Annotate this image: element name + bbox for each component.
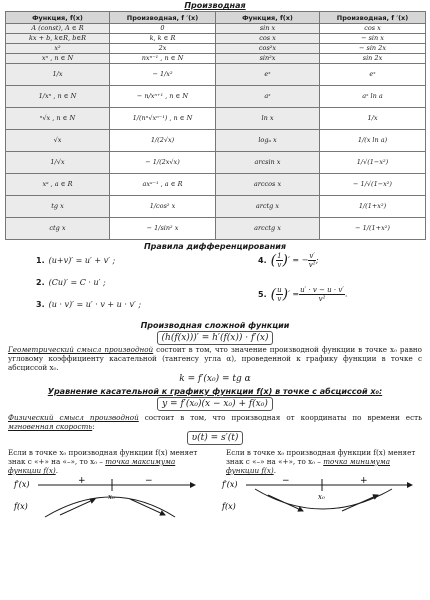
table-cell: xⁿ , n ∈ N <box>6 54 110 64</box>
rule-number: 5. <box>258 289 267 299</box>
table-cell: aˣ ln a <box>320 86 426 108</box>
minimum-text <box>226 448 422 475</box>
table-cell: sin x <box>216 24 320 34</box>
table-cell: tg x <box>6 196 110 218</box>
table-cell: 1/(x ln a) <box>320 130 426 152</box>
table-cell: eˣ <box>320 64 426 86</box>
physical-formula <box>0 431 430 445</box>
rule-number: 1. <box>36 256 45 265</box>
rule-formula: (u+v)′ = u′ + v′ ; <box>48 256 116 265</box>
max-dot: . <box>55 466 58 475</box>
header-derivative-2: Производная, f ′(x) <box>320 12 426 24</box>
differentiation-rules <box>0 252 430 320</box>
table-cell: cos x <box>320 24 426 34</box>
complex-title: Производная сложной функции <box>140 321 290 330</box>
rules-title: Правила дифференцирования <box>143 242 287 251</box>
table-cell: − 1/x² <box>110 64 216 86</box>
table-cell: arctg x <box>216 196 320 218</box>
max-plus-sign: + <box>78 476 86 486</box>
table-row <box>6 108 426 130</box>
table-cell: eˣ <box>216 64 320 86</box>
derivative-table-title: Производная <box>184 1 246 10</box>
physical-speed: мгновенная скорость <box>8 422 93 431</box>
table-header-row <box>6 12 426 24</box>
frac-num: u′ · v − u · v′ <box>300 286 344 294</box>
rule-product <box>36 300 141 309</box>
table-cell: 1/(2√x) <box>110 130 216 152</box>
table-cell: 1/(1+x²) <box>320 196 426 218</box>
table-cell: nxⁿ⁻¹ , n ∈ N <box>110 54 216 64</box>
min-fprime-label: f′(x) <box>222 480 238 489</box>
table-cell: 1/x <box>6 64 110 86</box>
table-cell: k, k ∈ R <box>110 34 216 44</box>
table-cell: kx + b, k∈R, b∈R <box>6 34 110 44</box>
max-term: точка максимума функции f(x) <box>8 457 176 475</box>
max-down-arrow <box>130 499 165 515</box>
header-function-1: Функция, f(x) <box>6 12 110 24</box>
tangent-formula-box: y = f′(x₀)(x − x₀) + f(x₀) <box>157 397 273 411</box>
table-row <box>6 174 426 196</box>
table-cell: logₐ x <box>216 130 320 152</box>
table-cell: − sin x <box>320 34 426 44</box>
table-cell: 2x <box>110 44 216 54</box>
table-cell: arcctg x <box>216 218 320 240</box>
header-function-2: Функция, f(x) <box>216 12 320 24</box>
rule-number: 2. <box>36 278 45 287</box>
frac-den: v² <box>308 261 316 269</box>
table-cell: ln x <box>216 108 320 130</box>
physical-formula-box: υ(t) = s′(t) <box>187 431 244 445</box>
complex-formula <box>0 331 430 345</box>
table-row <box>6 152 426 174</box>
table-cell: ctg x <box>6 218 110 240</box>
min-plus-sign: + <box>360 476 368 486</box>
table-cell: − sin 2x <box>320 44 426 54</box>
rule-const <box>36 278 106 287</box>
max-x0-label: x₀ <box>108 493 115 501</box>
table-cell: cos²x <box>216 44 320 54</box>
table-row <box>6 34 426 44</box>
table-row <box>6 64 426 86</box>
table-row <box>6 44 426 54</box>
rule-number: 3. <box>36 300 45 309</box>
min-up-arrow <box>342 495 378 511</box>
min-f-label: f(x) <box>222 502 236 511</box>
table-cell: 0 <box>110 24 216 34</box>
frac-num: u <box>277 286 282 294</box>
table-cell: axᵃ⁻¹ , a ∈ R <box>110 174 216 196</box>
extrema-diagrams <box>0 475 430 521</box>
minimum-diagram <box>221 476 412 511</box>
min-term: точка минимума функции f(x) <box>226 457 391 475</box>
table-cell: − 1/(1+x²) <box>320 218 426 240</box>
table-cell: arcsin x <box>216 152 320 174</box>
table-cell: 1/cos² x <box>110 196 216 218</box>
max-minus-sign: − <box>145 476 153 486</box>
complex-formula-box: (h(f(x)))′ = h′(f(x)) · f′(x) <box>157 331 274 345</box>
rule-end: ; <box>315 255 319 265</box>
table-row <box>6 86 426 108</box>
tangent-title: Уравнение касательной к графику функции f(x) в точке с абсциссой x₀: <box>47 387 383 396</box>
table-cell: A (const), A ∈ R <box>6 24 110 34</box>
table-cell: − n/xⁿ⁺¹ , n ∈ N <box>110 86 216 108</box>
rule-sum <box>36 256 115 265</box>
rule-formula: (u · v)′ = u′ · v + u · v′ ; <box>48 300 142 309</box>
rule-end: . <box>344 289 348 299</box>
rule-eq: ′ = − <box>288 255 309 265</box>
geometric-formula: k = f′(x₀) = tg α <box>179 374 251 384</box>
frac-den: v <box>277 295 282 303</box>
header-derivative-1: Производная, f ′(x) <box>110 12 216 24</box>
physical-paragraph <box>0 413 430 431</box>
frac-num: v′ <box>309 252 315 260</box>
table-cell: 1/√x <box>6 152 110 174</box>
table-cell: 1/x <box>320 108 426 130</box>
geometric-lead: Геометрический смысл производной <box>8 345 154 354</box>
geometric-paragraph <box>0 345 430 372</box>
table-row <box>6 54 426 64</box>
maximum-text <box>8 448 204 475</box>
table-cell: 1/xⁿ , n ∈ N <box>6 86 110 108</box>
rule-formula: (Cu)′ = C · u′ ; <box>48 278 106 287</box>
max-f-label: f(x) <box>14 502 28 511</box>
tangent-formula <box>0 397 430 411</box>
maximum-diagram <box>13 476 195 517</box>
table-cell: − 1/√(1−x²) <box>320 174 426 196</box>
table-cell: ⁿ√x , n ∈ N <box>6 108 110 130</box>
min-down-arrow <box>268 495 303 511</box>
physical-lead: Физический смысл производной <box>8 413 139 422</box>
min-dot: . <box>273 466 276 475</box>
max-fprime-label: f′(x) <box>14 480 30 489</box>
table-row <box>6 218 426 240</box>
table-cell: 1/√(1−x²) <box>320 152 426 174</box>
frac-num: 1 <box>277 252 282 260</box>
rule-reciprocal: 4. ( $\frac{1}{v}$ )′ = − $\frac{v'}{\text{v²}}$ ; <box>258 252 319 269</box>
table-cell: 1/(nⁿ√xⁿ⁻¹) , n ∈ N <box>110 108 216 130</box>
table-cell: cos x <box>216 34 320 44</box>
physical-colon: : <box>92 422 95 431</box>
min-minus-sign: − <box>282 476 290 486</box>
rule-quotient: 5. ( $\frac{u}{v}$ )′ = $\frac{u' \cdot v - u \cdot v'}{\text{v²}}$ . <box>258 286 348 303</box>
table-cell: arccos x <box>216 174 320 196</box>
physical-text: состоит в том, что производная от координаты по времени есть <box>138 413 422 422</box>
rule-number: 4. <box>258 255 267 265</box>
table-cell: sin²x <box>216 54 320 64</box>
frac-den: v² <box>318 295 326 303</box>
table-row <box>6 196 426 218</box>
table-cell: √x <box>6 130 110 152</box>
table-cell: aˣ <box>216 86 320 108</box>
derivative-table <box>5 11 426 240</box>
table-cell: x² <box>6 44 110 54</box>
table-cell: sin 2x <box>320 54 426 64</box>
geometric-text: состоит в том, что значение производной функции в точке x₀ равно угловому коэффициенту касательной (тангенсу угла α), проведенной к графику функции в точке с абсциссой x₀. <box>8 345 422 372</box>
rule-eq: ′ = <box>288 289 300 299</box>
min-x0-label: x₀ <box>318 493 325 501</box>
min-text: Если в точке x₀ производная функции f(x) меняет знак с «–» на «+», то x₀ – <box>226 448 416 466</box>
table-row <box>6 130 426 152</box>
table-cell: − 1/sin² x <box>110 218 216 240</box>
table-cell: − 1/(2x√x) <box>110 152 216 174</box>
frac-den: v <box>277 261 282 269</box>
max-text: Если в точке x₀ производная функции f(x) меняет знак с «+» на «–», то x₀ – <box>8 448 198 466</box>
extrema-section <box>0 448 430 475</box>
table-row <box>6 24 426 34</box>
table-cell: xᵃ , a ∈ R <box>6 174 110 196</box>
